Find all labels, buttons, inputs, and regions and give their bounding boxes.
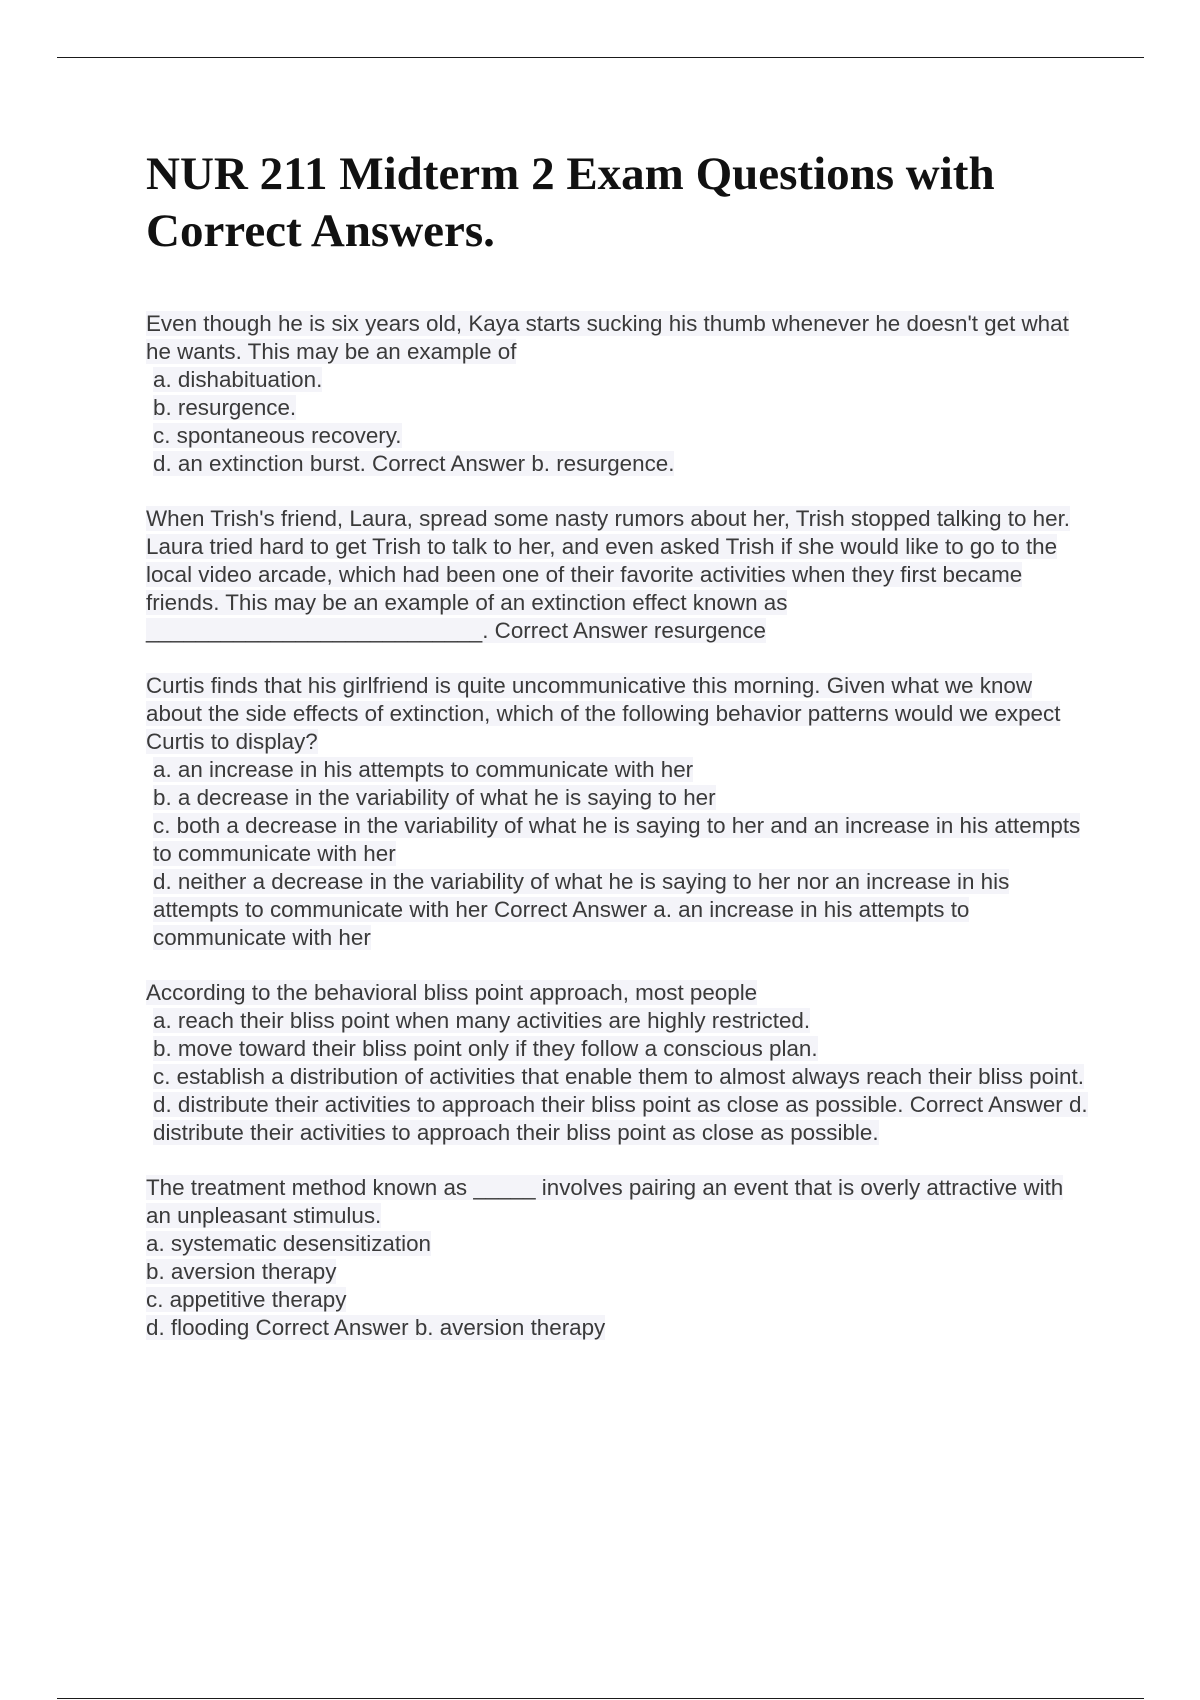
top-rule: [57, 57, 1144, 58]
question-stem: The treatment method known as _____ involves pairing an event that is overly attractive with an unpleasant stimulus.: [146, 1175, 1064, 1228]
answer-option-d: d. an extinction burst. Correct Answer b. resurgence.: [153, 451, 675, 476]
answer-option-c: c. both a decrease in the variability of what he is saying to her and an increase in his attempts to communicate with her: [153, 813, 1081, 866]
question-stem: Curtis finds that his girlfriend is quite uncommunicative this morning. Given what we know about the side effects of extinction, which of the following behavior patterns would we expect Curtis to display?: [146, 673, 1061, 754]
answer-option-c: c. spontaneous recovery.: [153, 423, 402, 448]
question-stem: According to the behavioral bliss point approach, most people: [146, 980, 758, 1005]
answer-option-b: b. resurgence.: [153, 395, 297, 420]
question-stem: Even though he is six years old, Kaya starts sucking his thumb whenever he doesn't get what he wants. This may be an example of: [146, 311, 1069, 364]
answer-option-a: a. dishabituation.: [153, 367, 323, 392]
question-stem: When Trish's friend, Laura, spread some nasty rumors about her, Trish stopped talking to her. Laura tried hard to get Trish to talk to her, and even asked Trish if she would like to go to the local video arcade, which had been one of their favorite activities when they first became friends. This may be an example of an extinction effect known as ___________________________. Correct Answer resurgence: [146, 506, 1071, 643]
answer-option-c: c. appetitive therapy: [146, 1287, 347, 1312]
answer-option-b: b. move toward their bliss point only if they follow a conscious plan.: [153, 1036, 818, 1061]
answer-option-a: a. reach their bliss point when many activities are highly restricted.: [153, 1008, 811, 1033]
answer-option-d: d. neither a decrease in the variability of what he is saying to her nor an increase in his attempts to communicate with her Correct Answer a. an increase in his attempts to communicate with her: [153, 869, 1010, 950]
document-title: NUR 211 Midterm 2 Exam Questions with Correct Answers.: [146, 148, 995, 257]
question-list: [146, 310, 1092, 1369]
answer-option-a: a. an increase in his attempts to communicate with her: [153, 757, 694, 782]
question-block-5: [146, 1174, 1092, 1342]
answer-option-c: c. establish a distribution of activities that enable them to almost always reach their bliss point.: [153, 1064, 1084, 1089]
answer-option-b: b. aversion therapy: [146, 1259, 337, 1284]
answer-option-d: d. flooding Correct Answer b. aversion therapy: [146, 1315, 606, 1340]
answer-option-a: a. systematic desensitization: [146, 1231, 431, 1256]
answer-option-b: b. a decrease in the variability of what he is saying to her: [153, 785, 716, 810]
question-block-3: [146, 672, 1092, 952]
question-block-4: [146, 979, 1092, 1147]
question-block-1: [146, 310, 1092, 478]
answer-option-d: d. distribute their activities to approach their bliss point as close as possible. Correct Answer d. distribute their activities to approach their bliss point as close as possible.: [153, 1092, 1088, 1145]
question-block-2: [146, 505, 1092, 645]
bottom-rule: [57, 1698, 1144, 1699]
